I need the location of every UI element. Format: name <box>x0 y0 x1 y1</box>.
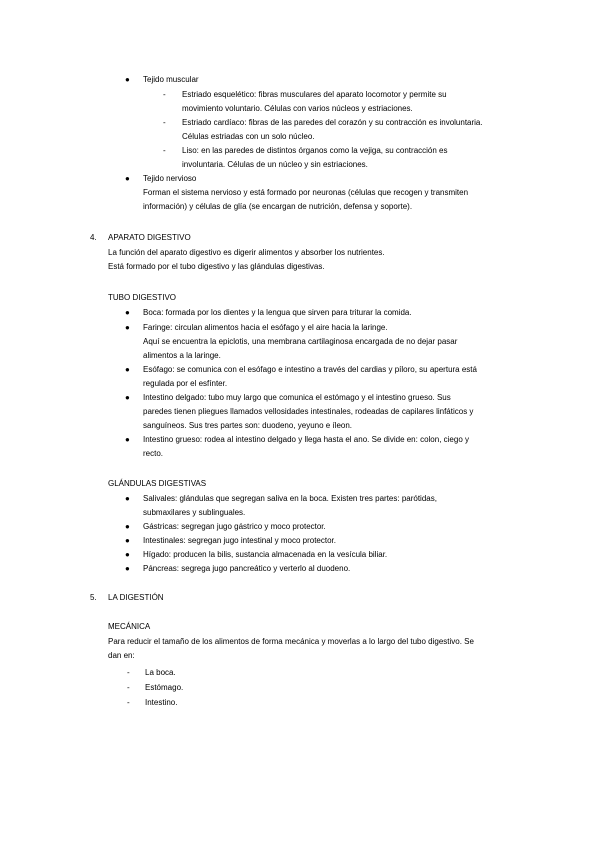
section-title: APARATO DIGESTIVO <box>108 233 191 242</box>
subsection-title: MECÁNICA <box>108 622 151 631</box>
tejido-muscular-heading: Tejido muscular <box>143 75 199 84</box>
subsection-title: TUBO DIGESTIVO <box>108 293 177 302</box>
list-item-text: Estriado esquelético: fibras musculares del aparato locomotor y permite su <box>182 90 447 99</box>
list-item-text: regulada por el esfínter. <box>143 379 228 388</box>
dash-icon: - <box>127 698 130 707</box>
list-item-text: Intestinales: segregan jugo intestinal y moco protector. <box>143 536 336 545</box>
list-item-text: Intestino delgado: tubo muy largo que comunica el estómago y el intestino grueso. Sus <box>143 393 451 402</box>
bullet-icon: ● <box>125 174 130 183</box>
list-item-text: sanguíneos. Sus tres partes son: duodeno, yeyuno e íleon. <box>143 421 353 430</box>
list-item-text: Estómago. <box>145 683 184 692</box>
bullet-icon: ● <box>125 393 130 402</box>
section-title: LA DIGESTIÓN <box>108 593 164 602</box>
list-item-text: movimiento voluntario. Células con varios núcleos y estriaciones. <box>182 104 413 113</box>
list-item-text: alimentos a la laringe. <box>143 351 221 360</box>
dash-icon: - <box>127 683 130 692</box>
dash-icon: - <box>163 90 166 99</box>
list-item-text: Faringe: circulan alimentos hacia el esófago y el aire hacia la laringe. <box>143 323 388 332</box>
paragraph-line: Forman el sistema nervioso y está formado por neuronas (células que recogen y transmiten <box>143 188 469 197</box>
list-item-text: Intestino grueso: rodea al intestino delgado y llega hasta el ano. Se divide en: colon, ciego y <box>143 435 469 444</box>
list-item-text: Esófago: se comunica con el esófago e intestino a través del cardias y píloro, su apertura está <box>143 365 477 374</box>
list-item-text: Salivales: glándulas que segregan saliva en la boca. Existen tres partes: parótidas, <box>143 494 437 503</box>
paragraph-line: Para reducir el tamaño de los alimentos de forma mecánica y moverlas a lo largo del tubo digestivo. Se <box>108 637 474 646</box>
bullet-icon: ● <box>125 536 130 545</box>
subsection-title: GLÁNDULAS DIGESTIVAS <box>108 479 207 488</box>
bullet-icon: ● <box>125 550 130 559</box>
bullet-icon: ● <box>125 323 130 332</box>
list-item-text: Intestino. <box>145 698 178 707</box>
list-item-text: paredes tienen pliegues llamados vellosidades intestinales, rodeadas de capilares linfáticos y <box>143 407 474 416</box>
list-item-text: Liso: en las paredes de distintos órganos como la vejiga, su contracción es <box>182 146 448 155</box>
paragraph-line: dan en: <box>108 651 135 660</box>
bullet-icon: ● <box>125 494 130 503</box>
bullet-icon: ● <box>125 564 130 573</box>
list-item-text: Células estriadas con un solo núcleo. <box>182 132 315 141</box>
section-number: 4. <box>90 233 97 242</box>
section-number: 5. <box>90 593 97 602</box>
dash-icon: - <box>163 118 166 127</box>
bullet-icon: ● <box>125 308 130 317</box>
list-item-text: Hígado: producen la bilis, sustancia almacenada en la vesícula biliar. <box>143 550 388 559</box>
bullet-icon: ● <box>125 522 130 531</box>
list-item-text: Gástricas: segregan jugo gástrico y moco protector. <box>143 522 326 531</box>
paragraph-line: La función del aparato digestivo es digerir alimentos y absorber los nutrientes. <box>108 248 385 257</box>
list-item-text: La boca. <box>145 668 176 677</box>
bullet-icon: ● <box>125 435 130 444</box>
list-item-text: Aquí se encuentra la epiclotis, una membrana cartilaginosa encargada de no dejar pasar <box>143 337 458 346</box>
bullet-icon: ● <box>125 365 130 374</box>
list-item-text: submaxilares y sublinguales. <box>143 508 246 517</box>
dash-icon: - <box>163 146 166 155</box>
list-item-text: involuntaria. Células de un núcleo y sin estriaciones. <box>182 160 368 169</box>
list-item-text: Páncreas: segrega jugo pancreático y verterlo al duodeno. <box>143 564 351 573</box>
dash-icon: - <box>127 668 130 677</box>
paragraph-line: información) y células de glía (se encargan de nutrición, defensa y soporte). <box>143 202 413 211</box>
paragraph-line: Está formado por el tubo digestivo y las glándulas digestivas. <box>108 262 325 271</box>
list-item-text: recto. <box>143 449 164 458</box>
bullet-icon: ● <box>125 75 130 84</box>
list-item-text: Boca: formada por los dientes y la lengua que sirven para triturar la comida. <box>143 308 412 317</box>
list-item-text: Estriado cardíaco: fibras de las paredes del corazón y su contracción es involuntaria. <box>182 118 483 127</box>
tejido-nervioso-heading: Tejido nervioso <box>143 174 197 183</box>
